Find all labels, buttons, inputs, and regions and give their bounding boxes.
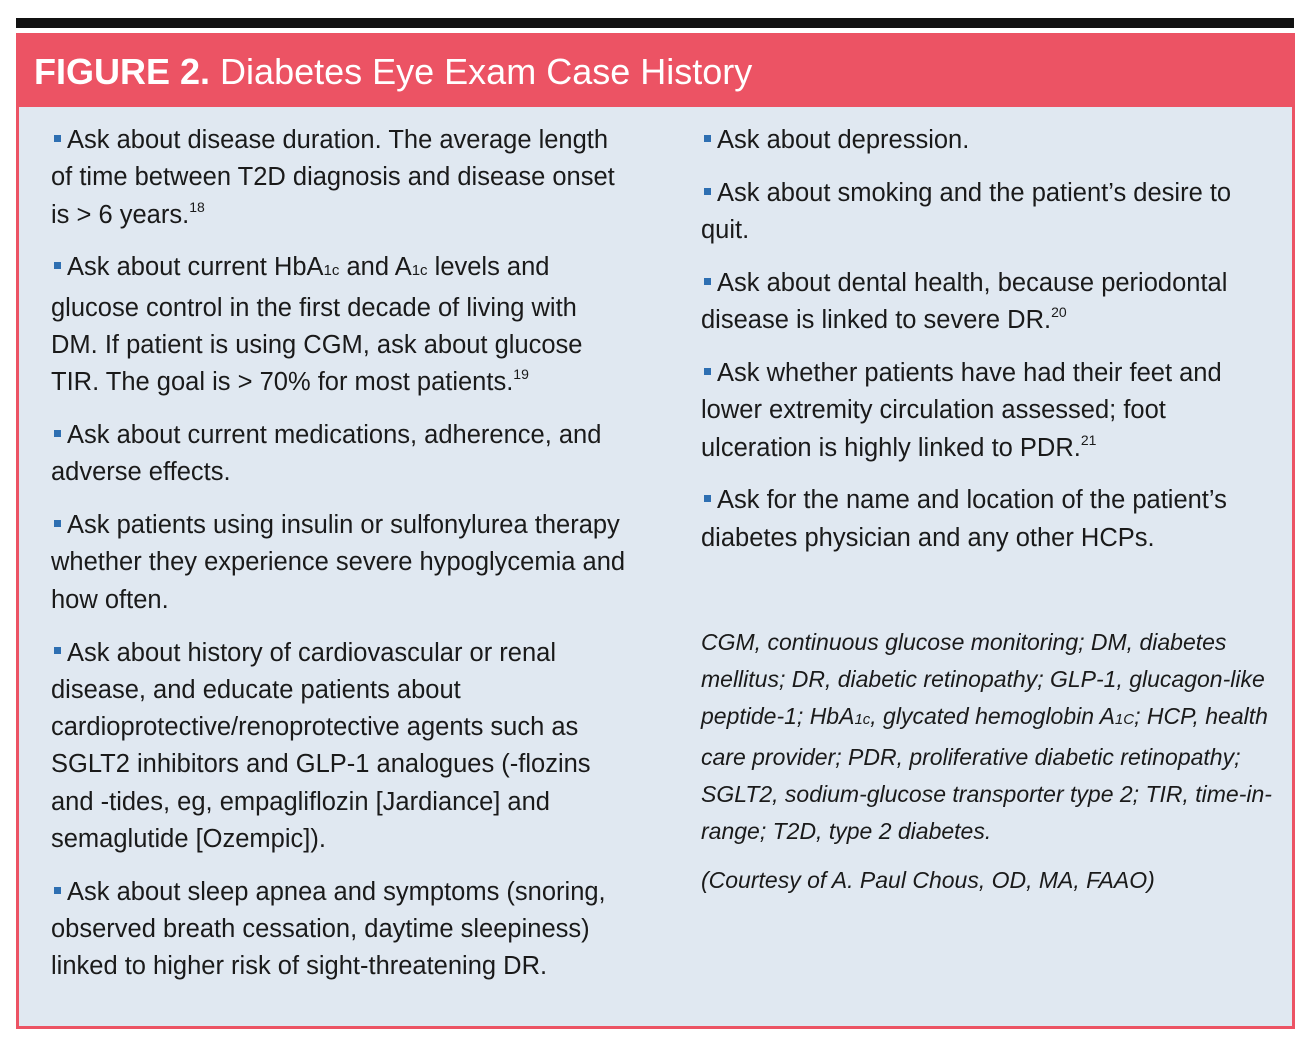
right-column xyxy=(701,122,1276,572)
list-item: Ask about current HbA1c and A1c levels and glucose control in the first decade of living with DM. If patient is using CGM, ask about glucose TIR. The goal is > 70% for most patients.$^{19}$ xyxy=(51,253,583,397)
figure-label: FIGURE 2. xyxy=(34,51,211,92)
bullet-icon xyxy=(54,135,61,142)
bullet-icon xyxy=(704,495,711,502)
bullet-icon xyxy=(54,262,61,269)
bullet-icon xyxy=(54,887,61,894)
figure-header xyxy=(19,36,1292,107)
list-item: Ask about depression. xyxy=(701,122,1276,159)
bullet-icon xyxy=(704,188,711,195)
list-item: Ask about disease duration. The average length of time between T2D diagnosis and disease onset is > 6 years.$^{18}$ xyxy=(51,126,615,229)
bullet-icon xyxy=(54,520,61,527)
bullet-icon xyxy=(54,430,61,437)
list-item: Ask about dental health, because periodontal disease is linked to severe DR.$^{20}$ xyxy=(701,268,1228,335)
abbreviations-note: CGM, continuous glucose monitoring; DM, diabetes mellitus; DR, diabetic retinopathy; GLP-1, glucagon-like peptide-1; HbA1c, glycated hemoglobin A1C; HCP, health care provider; PDR, proliferative diabetic retinopathy; SGLT2, sodium-glucose transporter type 2; TIR, time-in-range; T2D, type 2 diabetes. xyxy=(701,629,1272,845)
list-item: Ask for the name and location of the patient’s diabetes physician and any other HCPs. xyxy=(701,486,1227,552)
bullet-icon xyxy=(704,278,711,285)
bullet-icon xyxy=(704,135,711,142)
list-item: Ask whether patients have had their feet and lower extremity circulation assessed; foot ulceration is highly linked to PDR.$^{21}$ xyxy=(701,358,1222,462)
courtesy-credit: (Courtesy of A. Paul Chous, OD, MA, FAAO) xyxy=(701,867,1155,893)
figure-title: Diabetes Eye Exam Case History xyxy=(220,51,753,92)
list-item: Ask about sleep apnea and symptoms (snoring, observed breath cessation, daytime sleepiness) linked to higher risk of sight-threatening DR. xyxy=(51,877,606,981)
list-item: Ask about history of cardiovascular or renal disease, and educate patients about cardioprotective/renoprotective agents such as SGLT2 inhibitors and GLP-1 analogues (-flozins and -tides, eg, empagliflozin [Jardiance] and semaglutide [Ozempic]). xyxy=(51,638,591,854)
list-item: Ask about smoking and the patient’s desire to quit. xyxy=(701,178,1232,245)
figure-box xyxy=(16,33,1295,1029)
list-item: Ask about current medications, adherence, and adverse effects. xyxy=(51,421,602,487)
bullet-icon xyxy=(54,647,61,654)
list-item: Ask patients using insulin or sulfonylurea therapy whether they experience severe hypoglycemia and how often. xyxy=(51,511,626,614)
left-column xyxy=(51,122,626,1001)
top-rule xyxy=(16,18,1294,28)
bullet-icon xyxy=(704,368,711,375)
